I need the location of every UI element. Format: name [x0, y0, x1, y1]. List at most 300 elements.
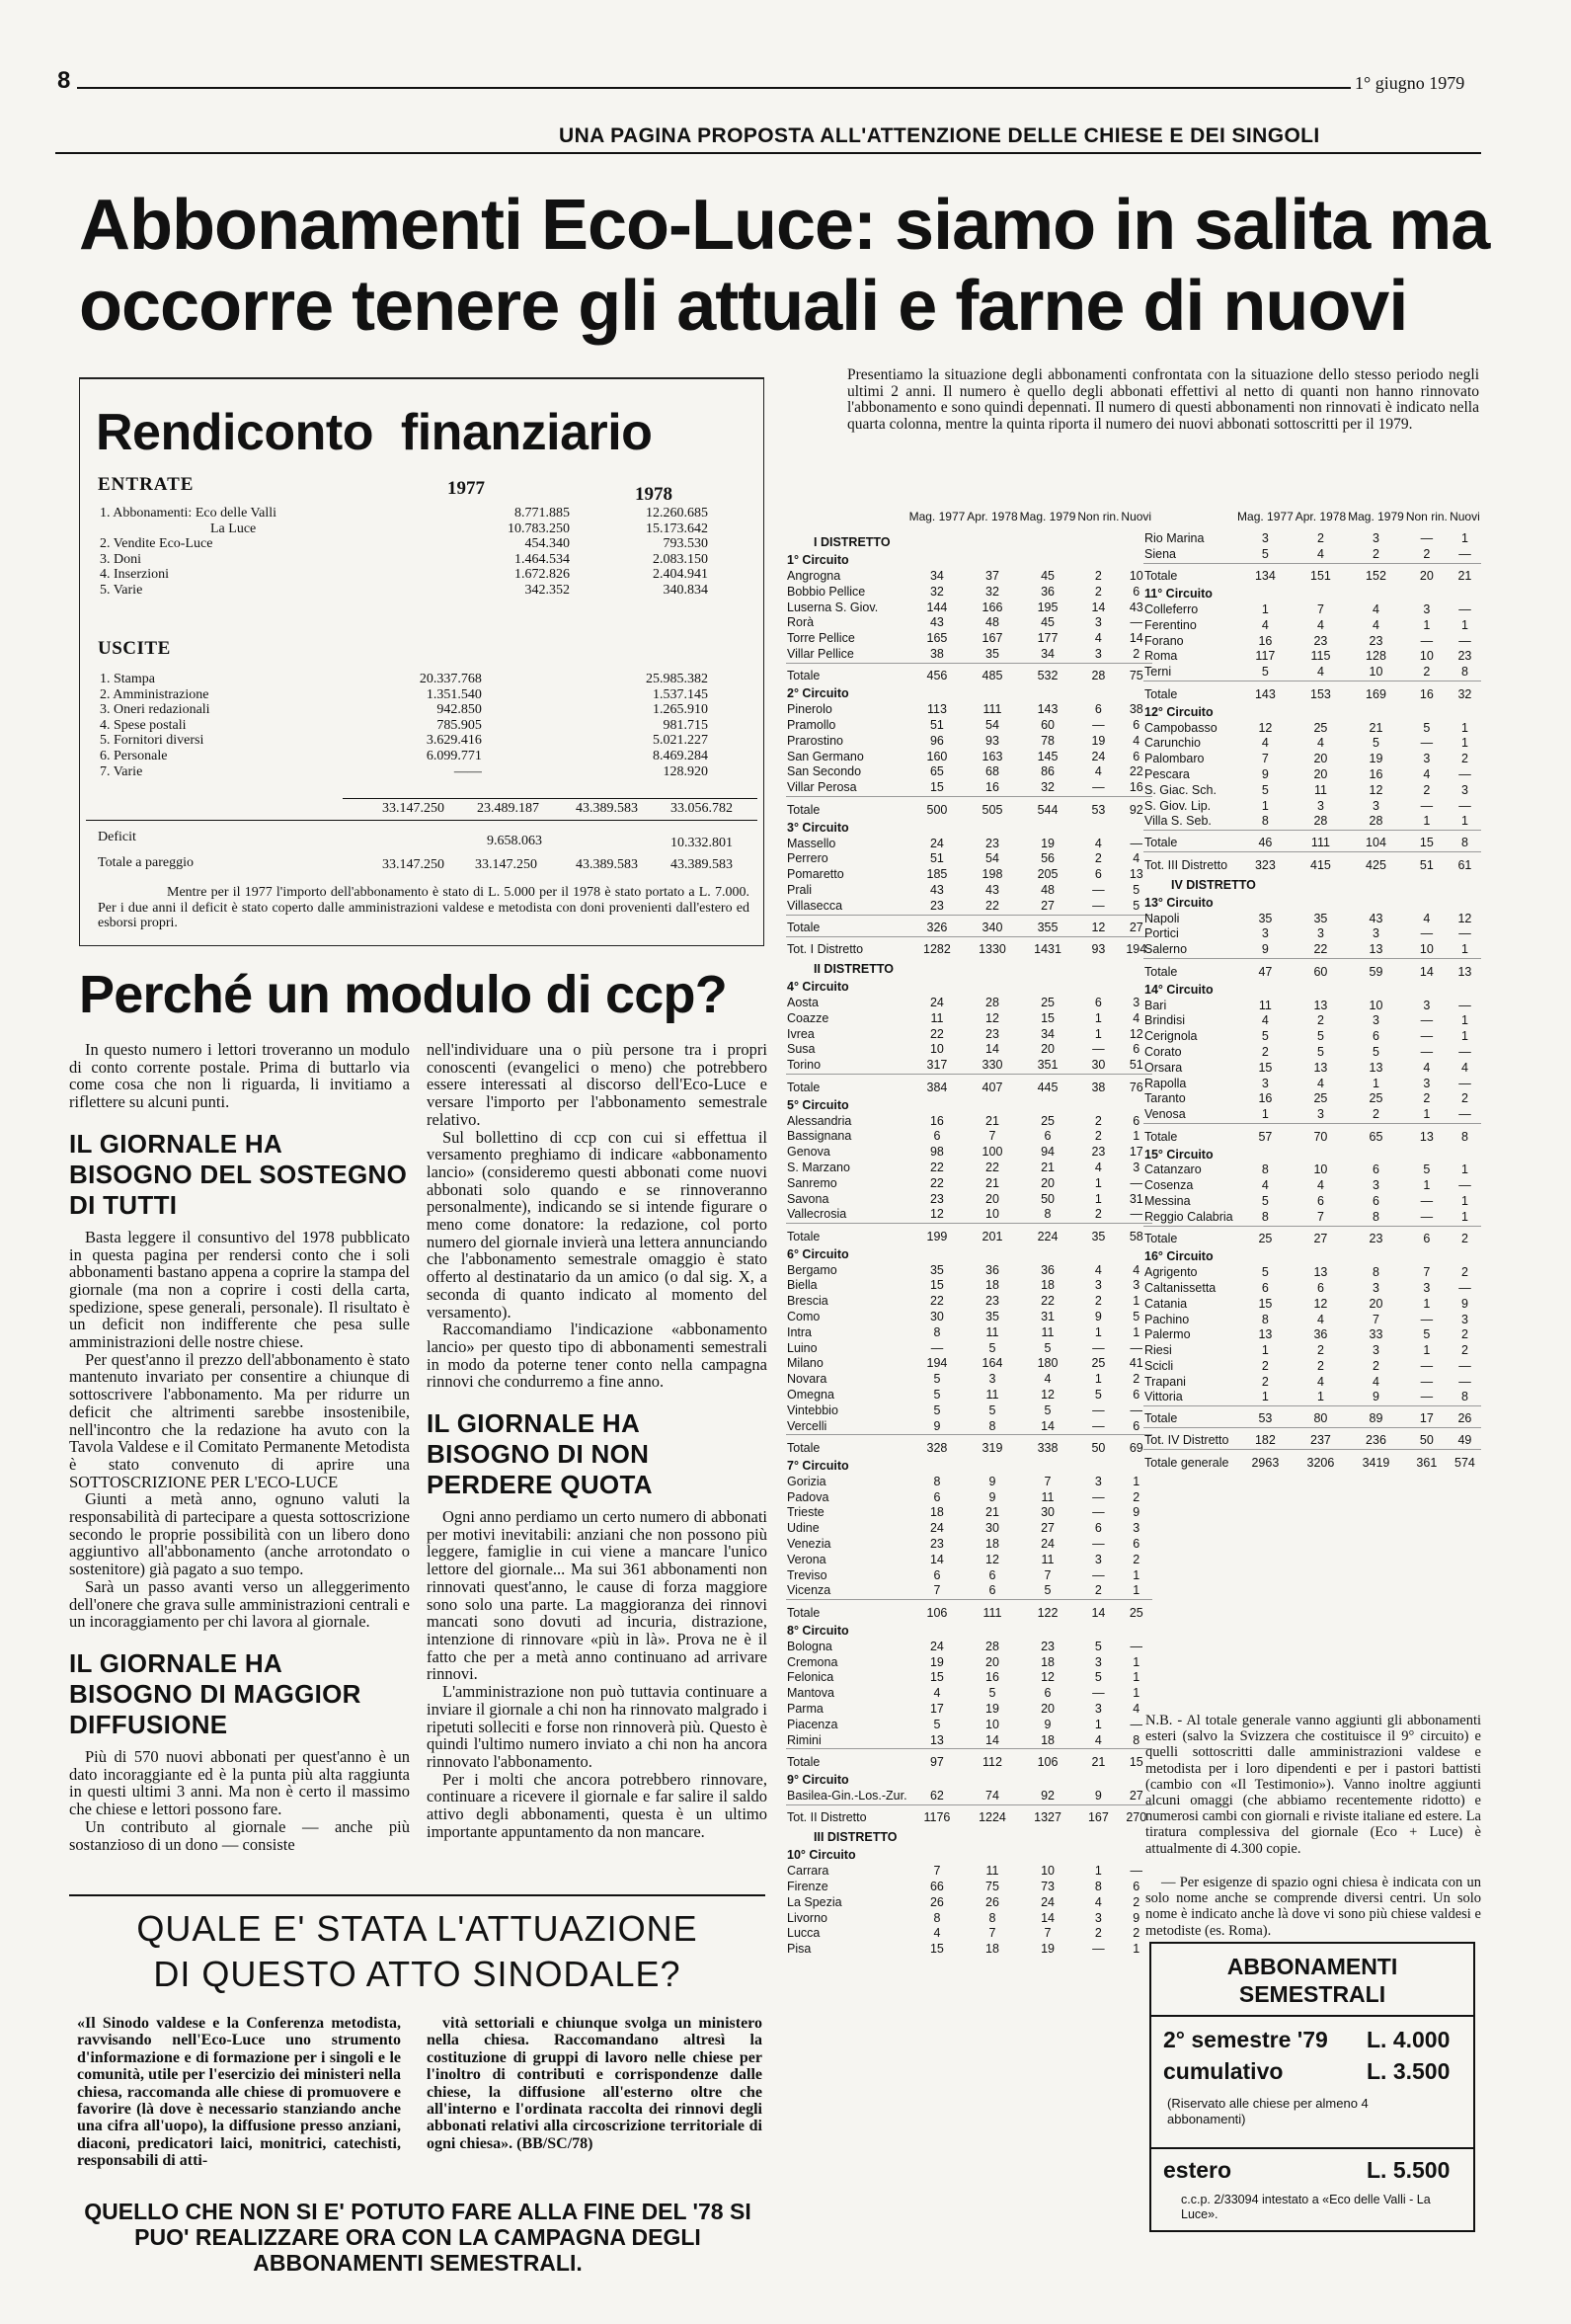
count-value: 6 — [1133, 1537, 1140, 1552]
church-name: Palombaro — [1144, 752, 1205, 766]
count-value: — — [1458, 998, 1471, 1012]
uscite-label: 7. Varie — [100, 763, 143, 779]
count-value: 8 — [1460, 665, 1468, 680]
total-row — [786, 1749, 1152, 1771]
count-value: 10 — [1313, 1162, 1328, 1177]
spacer — [572, 521, 601, 537]
count-value: 8 — [1261, 1209, 1269, 1224]
count-value: 24 — [1091, 749, 1106, 763]
spacer — [484, 718, 572, 734]
count-value: 1 — [1133, 1474, 1140, 1488]
count-value: 60 — [1041, 718, 1055, 733]
count-value: 12 — [1369, 782, 1383, 797]
count-value: 23 — [1041, 1639, 1055, 1653]
church-name: Cremona — [787, 1654, 838, 1669]
count-value: 194 — [926, 1356, 948, 1371]
count-value: 544 — [1019, 797, 1077, 819]
box-note: (Riservato alle chiese per almeno 4 abbonamenti) — [1167, 2096, 1369, 2126]
count-value: 106 — [1019, 1749, 1077, 1771]
church-name: Terni — [1144, 665, 1172, 680]
count-value: 7 — [933, 1583, 941, 1598]
totale-1977-uscite: 33.147.250 — [382, 801, 444, 816]
count-value: 13 — [1369, 942, 1383, 957]
count-value: 13 — [929, 1732, 944, 1747]
count-value: 1 — [1261, 798, 1269, 813]
church-name: San Secondo — [787, 764, 862, 779]
count-value: 12 — [929, 1207, 944, 1222]
count-value: 25 — [1041, 996, 1055, 1010]
total-label: Totale — [1143, 959, 1236, 981]
count-value: 43 — [929, 882, 944, 897]
count-value: 28 — [1076, 663, 1120, 684]
count-value: 8 — [1373, 1209, 1379, 1224]
church-row — [786, 1583, 1152, 1599]
count-value: 13 — [1405, 1123, 1449, 1145]
total-row — [786, 1600, 1152, 1622]
church-row — [786, 1640, 1152, 1655]
pareggio-c: 43.389.583 — [576, 857, 638, 872]
totale-1978-entrate: 33.056.782 — [670, 801, 733, 816]
count-value: 361 — [1405, 1450, 1449, 1472]
count-value: 1 — [1460, 814, 1468, 829]
uscite-value-1978: 981.715 — [663, 717, 708, 733]
count-value: 2 — [1094, 569, 1102, 583]
uscite-row — [98, 749, 710, 764]
count-value: 68 — [985, 764, 999, 779]
count-value: 1282 — [908, 936, 967, 958]
count-value: — — [1420, 1194, 1434, 1209]
church-row — [786, 1926, 1152, 1942]
count-value: 78 — [1041, 733, 1055, 748]
sinodo-footer: QUELLO CHE NON SI E' POTUTO FARE ALLA FINE DEL '78 SI PUO' REALIZZARE ORA CON LA CAMPAGNA DEGLI ABBONAMENTI SEMESTRALI. — [84, 2199, 751, 2276]
church-name: Napoli — [1144, 911, 1180, 925]
count-value: 20 — [1313, 766, 1328, 781]
count-value: 21 — [985, 1113, 999, 1128]
count-value: 3 — [1423, 998, 1431, 1012]
entrate-value-1978: 15.173.642 — [646, 521, 708, 536]
circuit-label: 10° Circuito — [787, 1848, 856, 1863]
total-row — [1143, 1450, 1481, 1472]
count-value: 19 — [1041, 836, 1055, 850]
spacer — [484, 749, 572, 764]
spacer — [484, 733, 572, 749]
church-name: Scicli — [1144, 1358, 1174, 1373]
count-value: 237 — [1295, 1428, 1347, 1450]
count-value: 38 — [1129, 702, 1143, 717]
count-value: 9 — [988, 1489, 996, 1504]
church-name: Pescara — [1144, 766, 1190, 781]
count-value: 10 — [1419, 942, 1434, 957]
totale-1977-entrate: 23.489.187 — [477, 801, 539, 816]
spacer — [335, 536, 473, 552]
count-value: 26 — [929, 1894, 944, 1909]
abbonamenti-box — [1149, 1942, 1475, 2232]
church-name: Pinerolo — [787, 702, 832, 717]
count-value: 43 — [1129, 600, 1143, 614]
total-label: Totale — [1143, 1226, 1236, 1247]
total-row — [1143, 1406, 1481, 1428]
church-row — [786, 1655, 1152, 1671]
church-name: Aosta — [787, 996, 819, 1010]
count-value: 23 — [929, 898, 944, 913]
pareggio-label: Totale a pareggio — [98, 855, 194, 870]
uscite-value-1978: 5.021.227 — [653, 733, 708, 749]
count-value: 23 — [1369, 633, 1383, 648]
circuit-row — [1143, 703, 1481, 721]
entrate-row — [98, 521, 710, 537]
count-value: 4 — [1316, 1374, 1324, 1389]
church-row — [786, 1419, 1152, 1435]
count-value: 1176 — [908, 1804, 967, 1826]
count-value: 14 — [1129, 631, 1143, 646]
count-value: 96 — [929, 733, 944, 748]
church-name: Gorizia — [787, 1474, 826, 1488]
count-value: 1 — [1460, 736, 1468, 751]
count-value: 4 — [933, 1926, 941, 1941]
count-value: 145 — [1037, 749, 1059, 763]
church-name: Torre Pellice — [787, 631, 855, 646]
count-value: — — [1420, 1044, 1434, 1059]
count-value: 3 — [1373, 798, 1379, 813]
church-row — [786, 1880, 1152, 1895]
count-value: — — [1458, 1076, 1471, 1090]
count-value: — — [1130, 1639, 1143, 1653]
count-value: 1 — [1423, 814, 1431, 829]
count-value: 4 — [1133, 733, 1140, 748]
total-label: Totale — [1143, 1406, 1236, 1428]
church-name: Firenze — [787, 1879, 828, 1893]
count-value: 6 — [933, 1129, 941, 1144]
count-value: 3 — [1316, 1107, 1324, 1122]
count-value: — — [1420, 798, 1434, 813]
count-value: 6 — [1373, 1162, 1379, 1177]
count-value: — — [1420, 1312, 1434, 1326]
count-value: 5 — [1373, 736, 1379, 751]
count-value: 1 — [1133, 1670, 1140, 1685]
count-value: 2 — [1316, 1013, 1324, 1028]
count-value: 1327 — [1019, 1804, 1077, 1826]
count-value: 28 — [1369, 814, 1383, 829]
count-value: 205 — [1037, 867, 1059, 882]
count-value: 92 — [1120, 797, 1152, 819]
district-label: I DISTRETTO — [814, 535, 891, 550]
count-value: 14 — [1091, 600, 1106, 614]
count-value: 224 — [1019, 1224, 1077, 1245]
church-row — [1143, 1091, 1481, 1107]
church-row — [786, 1521, 1152, 1537]
church-name: Venezia — [787, 1537, 831, 1552]
count-value: 1 — [1094, 1324, 1102, 1339]
count-value: 89 — [1347, 1406, 1405, 1428]
uscite-label: 2. Amministrazione — [100, 686, 209, 702]
entrate-row — [98, 506, 710, 521]
count-value: 10 — [985, 1717, 999, 1731]
entrate-table — [98, 506, 710, 599]
count-value: 2 — [1423, 782, 1431, 797]
count-value: — — [1420, 1358, 1434, 1373]
circuit-label: 12° Circuito — [1144, 704, 1214, 719]
count-value: 8 — [988, 1910, 996, 1925]
count-value: 8 — [1449, 1123, 1481, 1145]
count-value: 18 — [929, 1505, 944, 1520]
entrate-label: 5. Varie — [100, 582, 143, 598]
count-value: 32 — [1449, 681, 1481, 703]
count-value: 5 — [988, 1402, 996, 1417]
column-header: Nuovi — [1450, 510, 1480, 523]
count-value: 10 — [1041, 1864, 1055, 1879]
church-row — [786, 1789, 1152, 1804]
count-value: 25 — [1369, 1091, 1383, 1106]
count-value: 11 — [930, 1010, 944, 1025]
total-label: Totale — [786, 1435, 908, 1457]
box-title-1: ABBONAMENTI — [1226, 1954, 1398, 1979]
box-rule — [1151, 2015, 1473, 2017]
count-value: — — [1458, 1280, 1471, 1295]
church-row — [786, 702, 1152, 718]
count-value: 23 — [929, 1191, 944, 1206]
count-value: 34 — [1041, 646, 1055, 661]
count-value: 330 — [982, 1058, 1003, 1073]
count-value: 60 — [1295, 959, 1347, 981]
church-name: Torino — [787, 1058, 822, 1073]
uscite-row — [98, 718, 710, 734]
total-row — [1143, 831, 1481, 852]
count-value: 6 — [1133, 584, 1140, 599]
count-value: 1 — [1094, 1010, 1102, 1025]
count-value: 20 — [985, 1191, 999, 1206]
total-label: Totale — [1143, 681, 1236, 703]
count-value: 5 — [933, 1372, 941, 1387]
circuit-label: 15° Circuito — [1144, 1147, 1214, 1162]
count-value: 11 — [1041, 1324, 1055, 1339]
count-value: 2 — [1423, 546, 1431, 561]
count-value: 4 — [1373, 602, 1379, 617]
church-row — [786, 1505, 1152, 1521]
church-row — [1143, 1375, 1481, 1391]
church-row — [786, 1942, 1152, 1958]
count-value: 1 — [1261, 1390, 1269, 1404]
count-value: 43 — [985, 882, 999, 897]
total-row — [1143, 959, 1481, 981]
count-value: 7 — [1423, 1265, 1431, 1280]
total-row — [786, 797, 1152, 819]
count-value: 50 — [1041, 1191, 1055, 1206]
count-value: 17 — [1405, 1406, 1449, 1428]
count-value: 166 — [982, 600, 1003, 614]
uscite-label: 1. Stampa — [100, 672, 155, 686]
count-value: 1431 — [1019, 936, 1077, 958]
count-value: 19 — [985, 1701, 999, 1716]
count-value: 17 — [1129, 1145, 1143, 1160]
circuit-label: 11° Circuito — [1144, 587, 1213, 601]
count-value: 8 — [1261, 1312, 1269, 1326]
count-value: 1 — [1423, 1178, 1431, 1193]
count-value: 12 — [985, 1010, 999, 1025]
church-name: Massello — [787, 836, 836, 850]
uscite-value-1977: 1.351.540 — [426, 686, 482, 702]
count-value: 5 — [1423, 1162, 1431, 1177]
spacer — [1143, 523, 1236, 531]
count-value: 6 — [1373, 1194, 1379, 1209]
count-value: 35 — [985, 646, 999, 661]
church-row — [786, 647, 1152, 663]
uscite-value-1978: 1.265.910 — [653, 702, 708, 718]
count-value: 169 — [1347, 681, 1405, 703]
count-value: 167 — [982, 631, 1003, 646]
church-name: Milano — [787, 1356, 824, 1371]
church-row — [1143, 1178, 1481, 1194]
count-value: 4 — [1094, 1732, 1102, 1747]
church-name: Pachino — [1144, 1312, 1190, 1326]
count-value: 122 — [1019, 1600, 1077, 1622]
count-value: 35 — [929, 1262, 944, 1277]
count-value: 160 — [926, 749, 948, 763]
count-value: 12 — [1129, 1026, 1143, 1041]
entrate-row — [98, 552, 710, 568]
circuit-label: 8° Circuito — [787, 1623, 849, 1638]
church-name: Pisa — [787, 1942, 812, 1957]
church-name: Perrero — [787, 851, 828, 866]
count-value: 9 — [988, 1474, 996, 1488]
count-value: 1 — [1423, 617, 1431, 632]
count-value: 3 — [1133, 1278, 1140, 1293]
count-value: — — [1458, 633, 1471, 648]
count-value: — — [1420, 1013, 1434, 1028]
count-value: 2 — [1316, 1358, 1324, 1373]
church-name: Alessandria — [787, 1113, 852, 1128]
count-value: 1330 — [966, 936, 1018, 958]
total-label: Totale — [786, 1075, 908, 1096]
count-value: 2 — [1261, 1044, 1269, 1059]
count-value: 16 — [985, 1670, 999, 1685]
church-name: S. Giac. Sch. — [1144, 782, 1217, 797]
ccp-col2-1: nell'individuare una o più persone tra i propri conoscenti (evangelici o meno) che potrebbero essere interessati al discorso dell'Eco-Luce e versare l'importo per l'abbonamento semestrale relativo. — [427, 1040, 767, 1129]
total-label: Totale — [786, 915, 908, 936]
church-name: Catania — [1144, 1296, 1188, 1311]
count-value: 4 — [1316, 1178, 1324, 1193]
church-name: La Spezia — [787, 1894, 842, 1909]
ccp-quota-1: Ogni anno perdiamo un certo numero di abbonati per motivi inevitabili: anziani che non possono più leggere, famiglie in cui viene a mancare l'unico lettore del giornale... Ma sui 361 abbonamenti non rinnovati quest'anno, le cause di forza maggiore sono solo una parte. La maggioranza dei rinnovi mancati sono dovuti ad incuria, distrazione, intenzione di rinnovare «più in là». Prova ne è il fatto che per a metà anno continuano ad arrivare rinnovi. — [427, 1507, 767, 1684]
count-value: 31 — [1129, 1191, 1143, 1206]
count-value: 6 — [1133, 749, 1140, 763]
count-value: — — [1420, 1029, 1434, 1044]
count-value: 4 — [1094, 1894, 1102, 1909]
spacer-row — [786, 523, 1152, 531]
church-name: Bergamo — [787, 1262, 837, 1277]
count-value: — — [1092, 1537, 1105, 1552]
total-row — [786, 1435, 1152, 1457]
count-value: 45 — [1041, 569, 1055, 583]
count-value: 177 — [1037, 631, 1059, 646]
kicker: UNA PAGINA PROPOSTA ALL'ATTENZIONE DELLE CHIESE E DEI SINGOLI — [559, 124, 1320, 147]
count-value: 25 — [1313, 720, 1328, 735]
church-name: Ferentino — [1144, 617, 1197, 632]
uscite-value-1978: 128.920 — [663, 763, 708, 779]
count-value: 32 — [1041, 780, 1055, 795]
spacer — [335, 506, 473, 521]
rendiconto-box — [79, 377, 764, 946]
church-row — [786, 780, 1152, 796]
count-value: 25 — [1041, 1113, 1055, 1128]
church-row — [1143, 783, 1481, 799]
ccp-quota-2: L'amministrazione non può tuttavia continuare a inviare il giornale a chi non ha rinnovato malgrado i ripetuti solleciti e forse non rinnoverà più. Questo è quindi l'ultimo numero inviato a chi non ha ancora rinnovato l'abbonamento. — [427, 1682, 767, 1771]
count-value: 1 — [1460, 1209, 1468, 1224]
church-row — [1143, 1194, 1481, 1210]
count-value: 62 — [929, 1788, 944, 1803]
count-value: 1 — [1094, 1717, 1102, 1731]
count-value: 165 — [926, 631, 948, 646]
church-name: Trieste — [787, 1505, 825, 1520]
uscite-row — [98, 764, 710, 780]
entrate-value-1977: 342.352 — [524, 582, 570, 598]
church-name: Vercelli — [787, 1418, 827, 1433]
count-value: 5 — [1044, 1340, 1052, 1355]
count-value: 5 — [1261, 546, 1269, 561]
church-name: Intra — [787, 1324, 813, 1339]
church-row — [786, 1670, 1152, 1686]
total-row — [786, 1804, 1152, 1826]
count-value: 351 — [1037, 1058, 1059, 1073]
church-name: Novara — [787, 1372, 827, 1387]
circuit-label: 2° Circuito — [787, 686, 849, 701]
district-row — [786, 531, 1152, 551]
count-value: 328 — [908, 1435, 967, 1457]
total-label: Totale — [786, 1224, 908, 1245]
count-value: 22 — [985, 1160, 999, 1174]
church-row — [1143, 736, 1481, 752]
count-value: 3 — [988, 1372, 996, 1387]
count-value: 1224 — [966, 1804, 1018, 1826]
count-value: 1 — [1460, 1194, 1468, 1209]
count-value: 2 — [1449, 1226, 1481, 1247]
circuit-row — [786, 819, 1152, 837]
church-row — [1143, 912, 1481, 927]
deficit-1978: 10.332.801 — [670, 836, 733, 850]
count-value: 18 — [985, 1942, 999, 1957]
count-value: 7 — [1261, 752, 1269, 766]
count-value: 1 — [1460, 531, 1468, 545]
count-value: 12 — [1313, 1296, 1328, 1311]
count-value: 27 — [1295, 1226, 1347, 1247]
count-value: 56 — [1041, 851, 1055, 866]
count-value: 14 — [1076, 1600, 1120, 1622]
count-value: 100 — [982, 1145, 1003, 1160]
count-value: 3 — [1133, 1160, 1140, 1174]
church-name: Ivrea — [787, 1026, 815, 1041]
count-value: 6 — [988, 1583, 996, 1598]
count-value: 15 — [929, 1278, 944, 1293]
count-value: 7 — [933, 1864, 941, 1879]
church-row — [786, 1864, 1152, 1880]
count-value: 70 — [1295, 1123, 1347, 1145]
count-value: 43 — [1369, 911, 1383, 925]
total-row — [1143, 563, 1481, 585]
church-name: Messina — [1144, 1194, 1191, 1209]
ccp-diffusione-2: Un contributo al giornale — anche più sostanzioso di un dono — consiste — [69, 1816, 410, 1854]
count-value: 50 — [1405, 1428, 1449, 1450]
church-name: Genova — [787, 1145, 830, 1160]
deficit-label: Deficit — [98, 830, 136, 844]
total-row — [786, 663, 1152, 684]
count-value: 30 — [1091, 1058, 1106, 1073]
ccp-sostegno-1: Basta leggere il consuntivo del 1978 pubblicato in questa pagina per rendersi conto che i soli abbonamenti bastano appena a coprire la stampa del giornale (ma non a coprire i costi della carta, spedizione, spese generali, personale). Il risultato è un deficit non indifferente che pesa sulle amministrazioni delle nostre chiese. — [69, 1227, 410, 1352]
circuit-row — [786, 978, 1152, 996]
church-row — [1143, 942, 1481, 958]
church-name: Pomaretto — [787, 867, 844, 882]
count-value: 54 — [985, 851, 999, 866]
count-value: 35 — [985, 1310, 999, 1323]
top-rule — [77, 87, 1351, 89]
